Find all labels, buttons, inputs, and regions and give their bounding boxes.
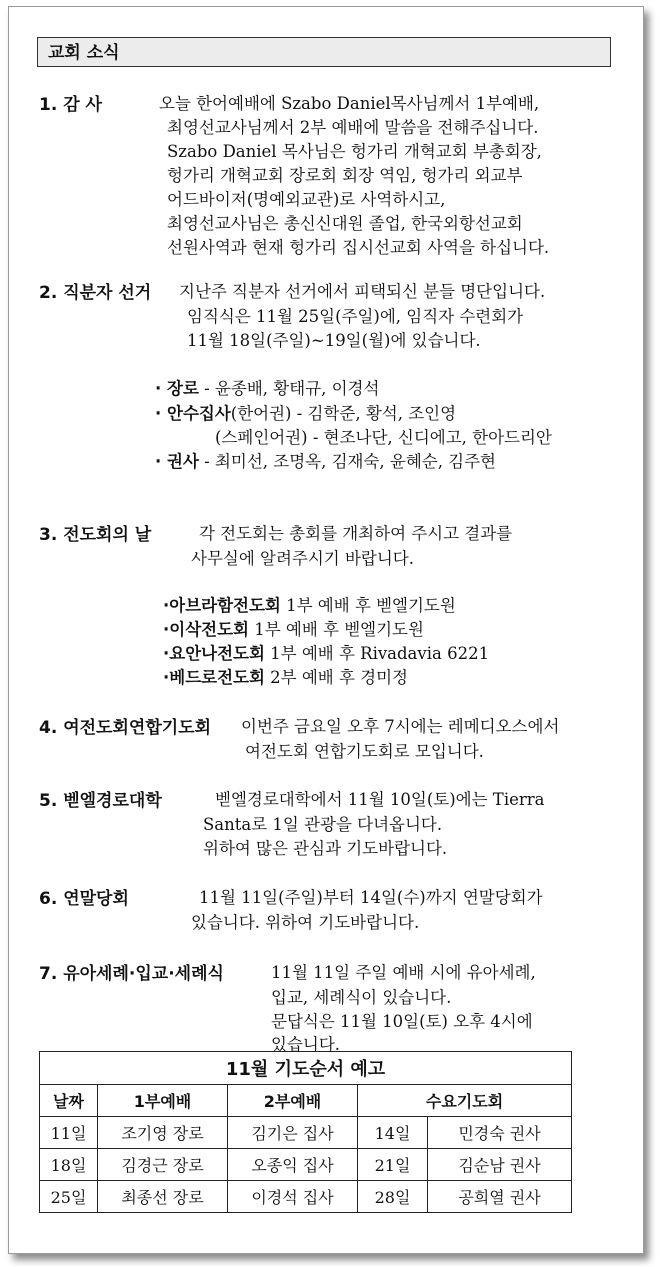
group-abraham: [163, 592, 456, 616]
s4-line-1: 이번주 금요일 오후 7시에는 레메디오스에서: [241, 717, 560, 736]
group-detail: 1부 예배 후 Rivadavia 6221: [264, 644, 490, 663]
col-header-service-1: 1부예배: [98, 1085, 228, 1117]
table-row: [40, 1181, 572, 1213]
cell-service-2: 이경석 집사: [228, 1181, 358, 1213]
deacon-line: [155, 400, 456, 424]
cell-wed-leader: 김순남 권사: [428, 1149, 572, 1181]
cell-date: 25일: [40, 1181, 98, 1213]
table-title: 11월 기도순서 예고: [40, 1052, 572, 1085]
section-header: 교회 소식: [37, 37, 611, 67]
cell-service-2: 김기은 집사: [228, 1117, 358, 1149]
elder-names: - 윤종배, 황태규, 이경석: [198, 379, 380, 398]
deacon-es-names: (스페인어권) - 현조나단, 신디에고, 한아드리안: [215, 428, 552, 447]
cell-service-1: 김경근 장로: [98, 1149, 228, 1181]
group-name: ·이삭전도회: [163, 620, 249, 639]
group-name: ·아브라함전도회: [163, 596, 281, 615]
s2-line-3: 11월 18일(주일)~19일(월)에 있습니다.: [187, 331, 481, 350]
s6-line-1: 11월 11일(주일)부터 14일(수)까지 연말당회가: [199, 888, 543, 907]
s3-line-1: 각 전도회는 총회를 개최하여 주시고 결과를: [199, 524, 513, 543]
deacon-label: · 안수집사: [155, 404, 231, 423]
s5-line-3: 위하여 많은 관심과 기도바랍니다.: [203, 839, 448, 858]
cell-service-2: 오종익 집사: [228, 1149, 358, 1181]
group-detail: 1부 예배 후 벧엘기도원: [248, 620, 424, 639]
s1-line-2: 최영선교사님께서 2부 예배에 말씀을 전해주십니다.: [167, 118, 539, 137]
s1-line-1: 오늘 한어예배에 Szabo Daniel목사님께서 1부예배,: [159, 94, 540, 113]
deaconess-label: · 권사: [155, 452, 199, 471]
section-1-title: 1. 감 사: [39, 95, 102, 115]
table-row: [40, 1117, 572, 1149]
col-header-date: 날짜: [40, 1085, 98, 1117]
section-6-title: 6. 연말당회: [39, 889, 129, 909]
cell-date: 18일: [40, 1149, 98, 1181]
deaconess-line: [155, 448, 496, 472]
section-3-title: 3. 전도회의 날: [39, 525, 152, 545]
group-detail: 2부 예배 후 경미정: [264, 668, 408, 687]
cell-date: 11일: [40, 1117, 98, 1149]
s3-line-2: 사무실에 알려주시기 바랍니다.: [191, 549, 414, 568]
s7-line-1: 11월 11일 주일 예배 시에 유아세례,: [271, 963, 536, 982]
deaconess-names: - 최미선, 조명옥, 김재숙, 윤혜순, 김주현: [198, 452, 496, 471]
elder-label: · 장로: [155, 379, 199, 398]
s4-line-2: 여전도회 연합기도회로 모입니다.: [245, 742, 484, 761]
s5-line-2: Santa로 1일 관광을 다녀옵니다.: [203, 815, 443, 834]
section-2-title: 2. 직분자 선거: [39, 283, 152, 303]
elder-line: [155, 375, 379, 399]
s6-line-2: 있습니다. 위하여 기도바랍니다.: [191, 913, 420, 932]
prayer-schedule-table: [39, 1051, 572, 1213]
group-peter: [163, 664, 408, 688]
s1-line-7: 선원사역과 현재 헝가리 집시선교회 사역을 하십니다.: [167, 238, 550, 257]
group-detail: 1부 예배 후 벧엘기도원: [280, 596, 456, 615]
s1-line-3: Szabo Daniel 목사님은 헝가리 개혁교회 부총회장,: [167, 142, 542, 161]
col-header-wednesday: 수요기도회: [358, 1085, 572, 1117]
section-5-title: 5. 벧엘경로대학: [39, 791, 162, 811]
group-isaac: [163, 616, 424, 640]
deacon-ko-names: (한어권) - 김학준, 황석, 조인영: [230, 404, 457, 423]
s7-line-2: 입교, 세례식이 있습니다.: [271, 988, 452, 1007]
group-joanna: [163, 640, 489, 664]
bulletin-page: [8, 6, 644, 1254]
s1-line-6: 최영선교사님은 총신신대원 졸업, 한국외항선교회: [167, 214, 523, 233]
cell-service-1: 조기영 장로: [98, 1117, 228, 1149]
cell-wed-date: 14일: [358, 1117, 428, 1149]
s2-line-2: 임직식은 11월 25일(주일)에, 임직자 수련회가: [187, 307, 524, 326]
s1-line-5: 어드바이저(명예외교관)로 사역하시고,: [167, 190, 446, 209]
cell-service-1: 최종선 장로: [98, 1181, 228, 1213]
col-header-service-2: 2부예배: [228, 1085, 358, 1117]
cell-wed-date: 21일: [358, 1149, 428, 1181]
s2-line-1: 지난주 직분자 선거에서 피택되신 분들 명단입니다.: [179, 282, 546, 301]
cell-wed-leader: 공희열 권사: [428, 1181, 572, 1213]
s7-line-3: 문답식은 11월 10일(토) 오후 4시에: [271, 1012, 533, 1031]
table-row: [40, 1149, 572, 1181]
section-4-title: 4. 여전도회연합기도회: [39, 718, 212, 738]
s7-line-4: 있습니다.: [271, 1035, 341, 1054]
cell-wed-leader: 민경숙 권사: [428, 1117, 572, 1149]
cell-wed-date: 28일: [358, 1181, 428, 1213]
group-name: ·베드로전도회: [163, 668, 265, 687]
group-name: ·요안나전도회: [163, 644, 265, 663]
s1-line-4: 헝가리 개혁교회 장로회 회장 역임, 헝가리 외교부: [167, 166, 523, 185]
section-7-title: 7. 유아세례·입교·세례식: [39, 964, 224, 984]
s5-line-1: 벧엘경로대학에서 11월 10일(토)에는 Tierra: [215, 790, 545, 809]
